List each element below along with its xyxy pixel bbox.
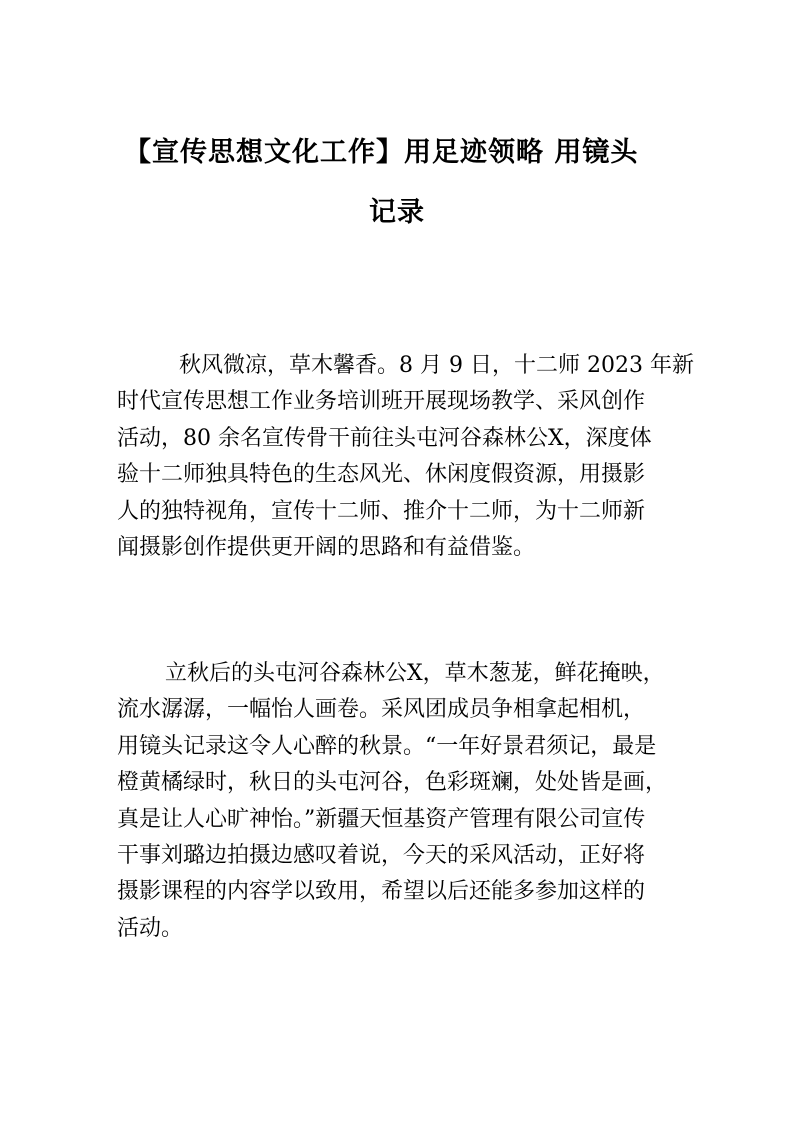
text-line: 干事刘璐边拍摄边感叹着说，今天的采风活动，正好将 bbox=[117, 842, 646, 868]
text-line: 立秋后的头屯河谷森林公X，草木葱茏，鲜花掩映， bbox=[165, 661, 665, 686]
text-line: 橙黄橘绿时，秋日的头屯河谷，色彩斑斓，处处皆是画， bbox=[117, 770, 668, 796]
document-title bbox=[120, 123, 674, 243]
title-line: 记录 bbox=[369, 197, 425, 228]
text-line: 闻摄影创作提供更开阔的思路和有益借鉴。 bbox=[117, 534, 536, 560]
text-line: 真是让人心旷神怡。”新疆天恒基资产管理有限公司宣传 bbox=[117, 806, 646, 832]
text-line: 用镜头记录这令人心醉的秋景。“一年好景君须记，最是 bbox=[117, 733, 657, 759]
text-line: 人的独特视角，宣传十二师、推介十二师，为十二师新 bbox=[117, 498, 646, 524]
text-line: 时代宣传思想工作业务培训班开展现场教学、采风创作 bbox=[117, 389, 646, 415]
title-line: 【宣传思想文化工作】用足迹领略 用镜头 bbox=[124, 137, 639, 168]
paragraph-2 bbox=[117, 656, 679, 947]
text-line: 摄影课程的内容学以致用，希望以后还能多参加这样的 bbox=[117, 879, 646, 905]
text-line: 活动，80 余名宣传骨干前往头屯河谷森林公X，深度体 bbox=[117, 425, 652, 451]
text-line: 秋风微凉，草木馨香。8 月 9 日，十二师 2023 年新 bbox=[179, 353, 694, 378]
text-line: 流水潺潺，一幅怡人画卷。采风团成员争相拿起相机， bbox=[117, 697, 646, 723]
paragraph-1 bbox=[117, 348, 694, 566]
text-line: 验十二师独具特色的生态风光、休闲度假资源，用摄影 bbox=[117, 462, 646, 488]
text-line: 活动。 bbox=[117, 915, 184, 941]
